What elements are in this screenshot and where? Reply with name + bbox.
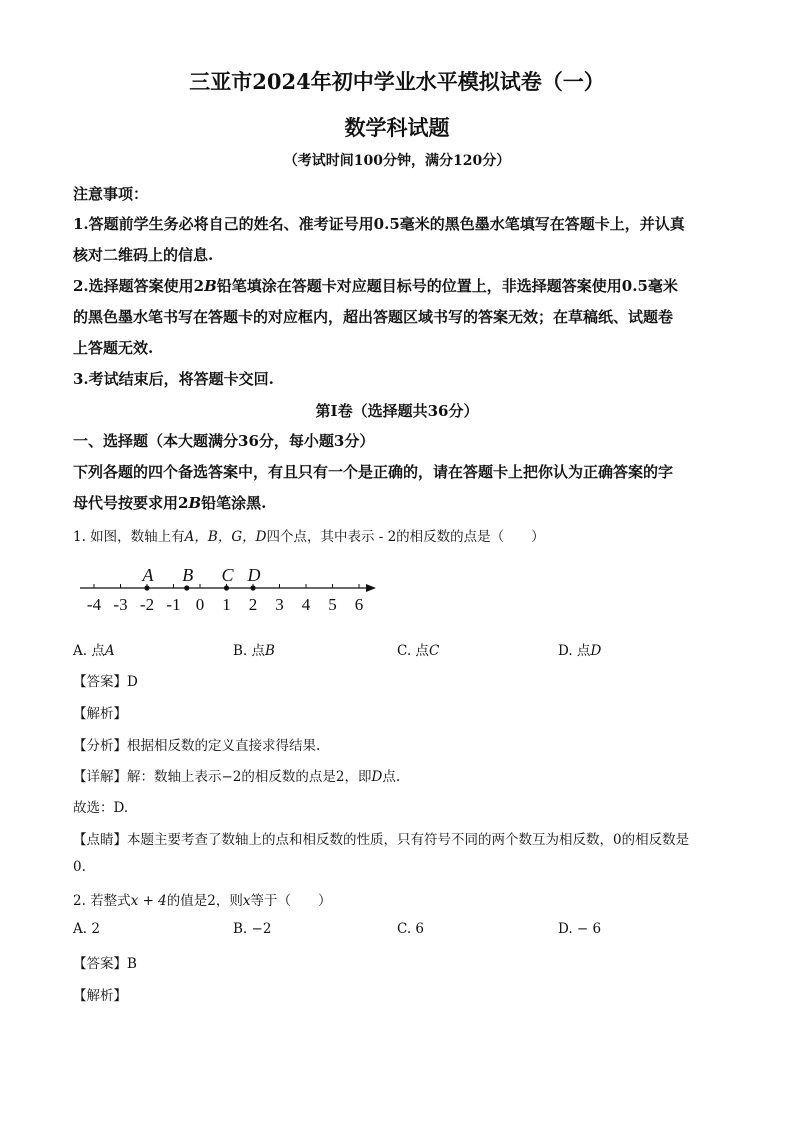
number-line-point-a: [144, 585, 149, 590]
instructions-line-1: 下列各题的四个备选答案中，有且只有一个是正确的，请在答题卡上把你认为正确答案的字: [73, 463, 674, 481]
question-1-choose: 故选：D.: [73, 800, 129, 816]
arrow-icon: [366, 584, 376, 592]
number-line-tick-label: 0: [195, 595, 205, 614]
volume-title: 第Ⅰ卷（选择题共36分）: [315, 402, 479, 420]
question-1-text: 1. 如图，数轴上有A，B，G，D四个点，其中表示 - 2的相反数的点是（ ）: [73, 529, 545, 545]
notice-item-2-line-2: 的黑色墨水笔书写在答题卡的对应框内，超出答题区域书写的答案无效；在草稿纸、试题卷: [73, 308, 674, 326]
question-1-detail: 【详解】解：数轴上表示−2的相反数的点是2，即D点.: [73, 769, 401, 785]
number-line-point-label: A: [142, 565, 154, 585]
number-line-tick-label: 5: [328, 595, 337, 614]
number-line-point-label: B: [182, 565, 194, 585]
notice-item-1-line-2: 核对二维码上的信息.: [73, 246, 214, 264]
number-line-tick-label: 2: [248, 595, 258, 614]
question-1-option-d: D. 点D: [558, 643, 602, 659]
number-line-tick-label: 3: [275, 595, 284, 614]
number-line-point-b: [184, 585, 189, 590]
notice-heading: 注意事项：: [73, 185, 149, 203]
number-line-point-label: C: [221, 565, 234, 585]
number-line-tick-label: 6: [354, 595, 364, 614]
instructions-line-2: 母代号按要求用2B铅笔涂黑.: [73, 494, 267, 512]
question-1-comment-line-2: 0.: [73, 859, 86, 875]
exam-title: 三亚市2024年初中学业水平模拟试卷（一）: [189, 69, 605, 94]
part-title: 一、选择题（本大题满分36分，每小题3分）: [73, 432, 375, 450]
question-1-fenxi: 【分析】根据相反数的定义直接求得结果.: [73, 738, 321, 754]
number-line-point-c: [224, 585, 229, 590]
number-line-tick-label: -4: [86, 595, 102, 614]
number-line-tick-label: -1: [166, 595, 181, 614]
question-2-option-b: B. −2: [233, 921, 272, 937]
exam-subtitle: 数学科试题: [344, 115, 450, 140]
question-1-option-b: B. 点B: [233, 643, 275, 659]
question-2-analysis-tag: 【解析】: [73, 988, 127, 1004]
question-1-option-a: A. 点A: [73, 643, 115, 659]
question-2-option-a: A. 2: [73, 921, 100, 937]
number-line-point-label: D: [247, 565, 261, 585]
question-1-analysis-tag: 【解析】: [73, 706, 127, 722]
question-2-answer: 【答案】B: [73, 956, 137, 972]
exam-info: （考试时间100分钟，满分120分）: [283, 153, 511, 169]
number-line-tick-label: 4: [301, 595, 311, 614]
notice-item-2-line-3: 上答题无效.: [73, 339, 154, 357]
question-2-text: 2. 若整式x + 4的值是2，则x等于（ ）: [73, 893, 332, 909]
number-line-tick-label: 1: [222, 595, 231, 614]
number-line-tick-label: -3: [113, 595, 128, 614]
number-line-figure: [70, 562, 390, 622]
number-line-point-d: [250, 585, 255, 590]
notice-item-1-line-1: 1.答题前学生务必将自己的姓名、准考证号用0.5毫米的黑色墨水笔填写在答题卡上，并认真: [73, 215, 685, 233]
notice-item-2-line-1: 2.选择题答案使用2B铅笔填涂在答题卡对应题目标号的位置上，非选择题答案使用0.5毫米: [73, 277, 678, 295]
question-2-option-c: C. 6: [397, 921, 425, 937]
question-1-comment-line-1: 【点睛】本题主要考查了数轴上的点和相反数的性质，只有符号不同的两个数互为相反数，0的相反数是: [73, 832, 690, 848]
notice-item-3: 3.考试结束后，将答题卡交回.: [73, 370, 274, 388]
question-2-option-d: D. − 6: [558, 921, 602, 937]
question-1-option-c: C. 点C: [397, 643, 440, 659]
number-line-tick-label: -2: [139, 595, 155, 614]
question-1-answer: 【答案】D: [73, 674, 138, 690]
